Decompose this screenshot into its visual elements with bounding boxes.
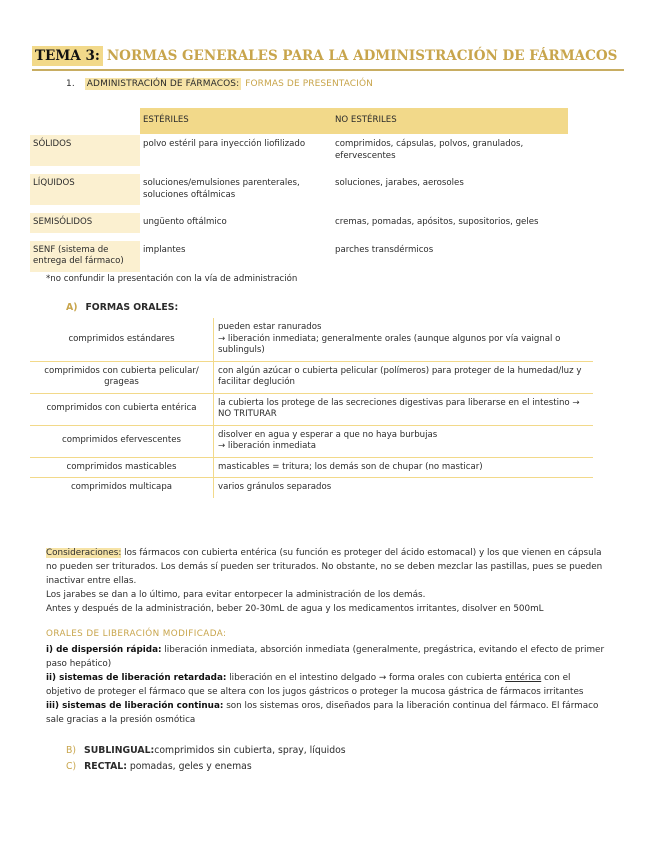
table-row: [30, 135, 568, 171]
oral-form-name: comprimidos multicapa: [30, 478, 214, 498]
table1-cell: implantes: [140, 237, 332, 273]
item-i-text: liberación inmediata, absorción inmediata (generalmente, pregástrica, evitando el efecto de primer paso hepático): [46, 645, 605, 669]
table-row: [30, 478, 593, 498]
table-row: [30, 457, 593, 478]
table-row: [30, 170, 568, 209]
subsection-c: [66, 761, 252, 772]
subsection-c-text: pomadas, geles y enemas: [126, 761, 252, 772]
table1-cell: soluciones/emulsiones parenterales, soluciones oftálmicas: [140, 170, 332, 209]
subsection-letter: B): [66, 745, 77, 756]
oral-form-name: comprimidos masticables: [30, 457, 214, 478]
table-row: [30, 209, 568, 237]
table-row: [30, 361, 593, 393]
table-row: [30, 318, 593, 361]
oral-form-desc: varios gránulos separados: [218, 482, 332, 492]
oral-form-name: comprimidos con cubierta entérica: [30, 393, 214, 425]
oral-form-name: comprimidos estándares: [30, 318, 214, 361]
desc-line: disolver en agua y esperar a que no haya burbujas: [218, 429, 438, 440]
considerations-label: Consideraciones:: [46, 548, 122, 558]
modified-release-heading: ORALES DE LIBERACIÓN MODIFICADA:: [46, 629, 227, 639]
item-iii-label: iii) sistemas de liberación continua:: [46, 701, 224, 711]
table1-cell: comprimidos, cápsulas, polvos, granulados, efervescentes: [332, 135, 568, 171]
title-text: NORMAS GENERALES PARA LA ADMINISTRACIÓN DE FÁRMACOS: [106, 48, 618, 64]
desc-line: → liberación inmediata: [218, 441, 317, 451]
presentation-table: [30, 108, 568, 273]
subsection-letter: A): [66, 302, 78, 313]
subsection-b-text: comprimidos sin cubierta, spray, líquidos: [154, 745, 346, 756]
title-label: TEMA 3:: [32, 46, 103, 66]
table1-row-label: SÓLIDOS: [30, 135, 140, 171]
table1-row-label: SEMISÓLIDOS: [30, 209, 140, 237]
item-ii-text-end: con el objetivo de proteger el fármaco que se altera con los jugos gástricos o proteger la mucosa gástrica de fármacos irritantes: [46, 673, 584, 697]
subsection-letter: C): [66, 761, 77, 772]
table-note: *no confundir la presentación con la vía de administración: [46, 274, 298, 284]
subsection-b-label: SUBLINGUAL:: [84, 745, 155, 756]
considerations-block: [46, 546, 606, 616]
subsection-title: FORMAS ORALES:: [85, 302, 179, 313]
considerations-p2: Los jarabes se dan a lo último, para evitar entorpecer la administración de los demás.: [46, 590, 426, 600]
oral-form-desc: masticables = tritura; los demás son de chupar (no masticar): [214, 457, 594, 478]
table1-cell: ungüento oftálmico: [140, 209, 332, 237]
table1-header-esteriles: ESTÉRILES: [140, 108, 332, 135]
item-ii-underline: entérica: [505, 673, 542, 683]
desc-line: → liberación inmediata; generalmente orales (aunque algunos por vía vaignal o sublinguls): [218, 333, 561, 355]
oral-forms-table: [30, 318, 593, 498]
section-sub: FORMAS DE PRESENTACIÓN: [245, 79, 373, 89]
modified-release-block: [46, 627, 606, 727]
oral-form-desc: la cubierta los protege de las secreciones digestivas para liberarse en el intestino → NO TRITURAR: [214, 393, 594, 425]
item-i-label: i) de dispersión rápida:: [46, 645, 162, 655]
table1-row-label: SENF (sistema de entrega del fármaco): [30, 237, 140, 273]
section-label: ADMINISTRACIÓN DE FÁRMACOS:: [86, 79, 240, 89]
considerations-p3: Antes y después de la administración, beber 20-30mL de agua y los medicamentos irritantes, disolver en 500mL: [46, 604, 544, 614]
table1-cell: polvo estéril para inyección liofilizado: [140, 135, 332, 171]
oral-form-name: comprimidos efervescentes: [30, 425, 214, 457]
table-row: [30, 425, 593, 457]
page-title: [32, 45, 624, 71]
oral-form-desc: [214, 425, 594, 457]
considerations-p1: los fármacos con cubierta entérica (su función es proteger del ácido estomacal) y los que vienen en cápsula no pueden ser triturados. Los demás sí pueden ser triturados. No obstante, no se deben mezclar las pastillas, pues se pueden inactivar entre ellas.: [46, 548, 603, 586]
table-row: [30, 393, 593, 425]
item-ii-text: liberación en el intestino delgado → forma orales con cubierta: [226, 673, 506, 683]
section-1-heading: [66, 79, 373, 89]
oral-form-name: comprimidos con cubierta pelicular/ grageas: [30, 361, 214, 393]
subsection-c-label: RECTAL:: [84, 761, 127, 772]
table1-header-empty: [30, 108, 140, 135]
item-ii-label: ii) sistemas de liberación retardada:: [46, 673, 227, 683]
table-row: [30, 237, 568, 273]
subsection-a-heading: [66, 302, 178, 313]
table1-header-no-esteriles: NO ESTÉRILES: [332, 108, 568, 135]
desc-line: pueden estar ranurados: [218, 322, 322, 332]
subsection-b: [66, 745, 346, 756]
table1-row-label: LÍQUIDOS: [30, 170, 140, 209]
section-number: 1.: [66, 79, 75, 89]
table1-cell: cremas, pomadas, apósitos, supositorios, geles: [332, 209, 568, 237]
oral-form-desc: [214, 318, 594, 361]
item-iii-text: son los sistemas oros, diseñados para la liberación continua del fármaco. El fármaco sale gracias a la presión osmótica: [46, 701, 599, 725]
oral-form-desc: con algún azúcar o cubierta pelicular (polímeros) para proteger de la humedad/luz y facilitar deglución: [214, 361, 594, 393]
table1-cell: soluciones, jarabes, aerosoles: [332, 170, 568, 209]
table1-cell: parches transdérmicos: [332, 237, 568, 273]
